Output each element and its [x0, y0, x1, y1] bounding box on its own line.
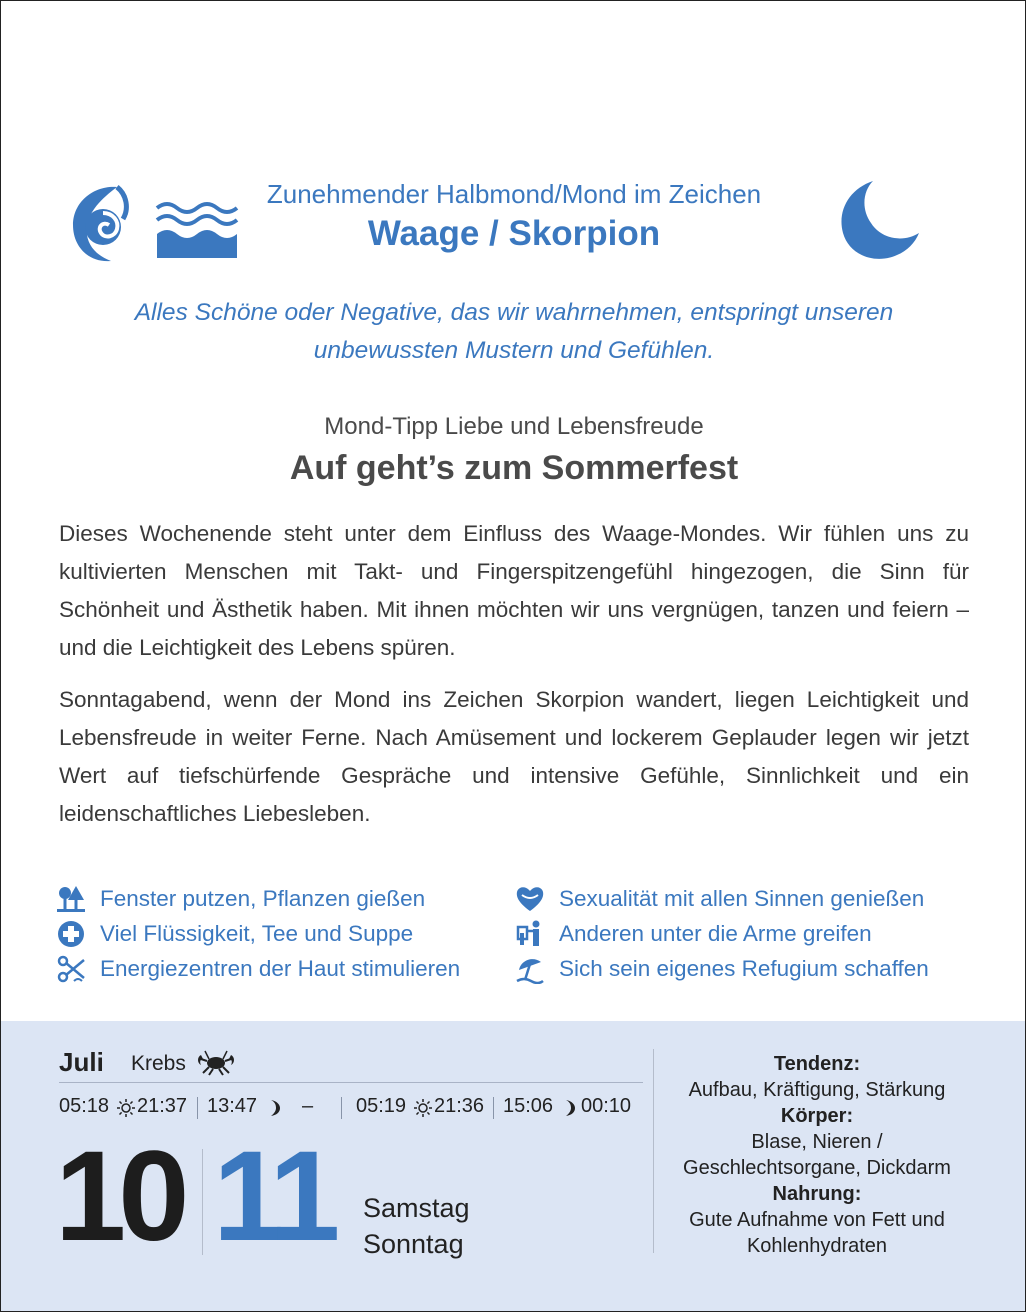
scissors-icon — [56, 954, 86, 984]
divider — [202, 1149, 203, 1255]
day-number-saturday: 10 — [55, 1125, 182, 1268]
tendency-value: Aufbau, Kräftigung, Stärkung — [688, 1079, 946, 1101]
moon-icon — [269, 1099, 281, 1117]
divider — [493, 1097, 494, 1119]
month-label: Juli — [59, 1047, 104, 1077]
sunset-time: 21:37 — [137, 1095, 188, 1117]
body-label: Körper: — [780, 1105, 854, 1127]
paragraph: Dieses Wochenende steht unter dem Einfluss des Waage-Mondes. Wir fühlen uns zu kultivierten Menschen mit Takt- und Fingerspitzengefühl hingezogen, die Sinn für Schönheit und Ästhetik haben. Mit ihnen möchten wir uns vergnügen, tanzen und feiern – und die Leichtigkeit des Lebens spüren. — [59, 521, 969, 660]
divider — [341, 1097, 342, 1119]
quote-line: Alles Schöne oder Negative, das wir wahrnehmen, entspringt unseren — [134, 299, 894, 326]
tip-text: Fenster putzen, Pflanzen gießen — [100, 885, 426, 911]
tip-text: Anderen unter die Arme greifen — [559, 920, 872, 946]
list-item — [515, 916, 955, 951]
food-value: Kohlenhydraten — [746, 1235, 888, 1257]
trees-icon — [56, 884, 86, 914]
tip-text: Energiezentren der Haut stimulieren — [100, 955, 461, 981]
list-item — [515, 881, 955, 916]
waxing-moon-swirl-icon — [67, 181, 129, 267]
list-item — [56, 951, 496, 986]
moonrise-time: 13:47 — [207, 1095, 258, 1117]
medical-cross-icon — [56, 919, 86, 949]
body-value: Geschlechtsorgane, Dickdarm — [683, 1157, 951, 1179]
tip-text: Sich sein eigenes Refugium schaffen — [559, 955, 929, 981]
moon-icon — [564, 1099, 576, 1117]
crab-icon — [195, 1047, 237, 1077]
body-value: Blase, Nieren / — [751, 1131, 883, 1153]
moonrise-time: 15:06 — [503, 1095, 554, 1117]
day-name-saturday: Samstag — [363, 1193, 470, 1223]
zodiac-sign-label: Krebs — [131, 1052, 186, 1075]
calendar-panel — [1, 1021, 1025, 1311]
quote-line: unbewussten Mustern und Gefühlen. — [313, 337, 715, 364]
tendency-label: Tendenz: — [773, 1053, 861, 1075]
moonset-time: – — [302, 1095, 314, 1117]
day-name-sunday: Sonntag — [363, 1229, 464, 1259]
moon-info — [661, 1051, 973, 1259]
food-value: Gute Aufnahme von Fett und — [689, 1209, 945, 1231]
sun-moon-times — [59, 1095, 649, 1121]
paragraph: Sonntagabend, wenn der Mond ins Zeichen Skorpion wandert, liegen Leichtigkeit und Lebensfreude in weiter Ferne. Nach Amüsement und lockerem Geplauder legen wir jetzt Wert auf tiefschürfende Gespräche und intensive Gefühle, Sinnlichkeit und ein leidenschaftliches Liebesleben. — [59, 687, 969, 826]
heart-icon — [515, 884, 545, 914]
tips-list-left — [56, 881, 496, 986]
food-label: Nahrung: — [772, 1183, 862, 1205]
tip-text: Viel Flüssigkeit, Tee und Suppe — [100, 920, 414, 946]
tip-text: Sexualität mit allen Sinnen genießen — [559, 885, 925, 911]
divider — [653, 1049, 654, 1253]
sunset-time: 21:36 — [434, 1095, 485, 1117]
sun-icon — [413, 1098, 433, 1118]
sunrise-time: 05:18 — [59, 1095, 110, 1117]
moon-phase-subtitle: Zunehmender Halbmond/Mond im Zeichen — [266, 179, 762, 209]
list-item — [56, 916, 496, 951]
tips-list-right — [515, 881, 955, 986]
beach-umbrella-icon — [515, 954, 545, 984]
divider — [197, 1097, 198, 1119]
moon-sign-title: Waage / Skorpion — [367, 214, 661, 253]
moonset-time: 00:10 — [581, 1095, 632, 1117]
helping-icon — [515, 919, 545, 949]
sunrise-time: 05:19 — [356, 1095, 407, 1117]
quote — [61, 294, 967, 370]
list-item — [56, 881, 496, 916]
tip-category: Mond-Tipp Liebe und Lebensfreude — [324, 413, 704, 440]
sun-icon — [116, 1098, 136, 1118]
divider — [59, 1082, 643, 1083]
water-waves-icon — [155, 198, 239, 258]
crescent-moon-icon — [833, 179, 919, 261]
day-number-sunday: 11 — [213, 1125, 333, 1268]
list-item — [515, 951, 955, 986]
tip-title: Auf geht’s zum Sommerfest — [289, 449, 739, 487]
